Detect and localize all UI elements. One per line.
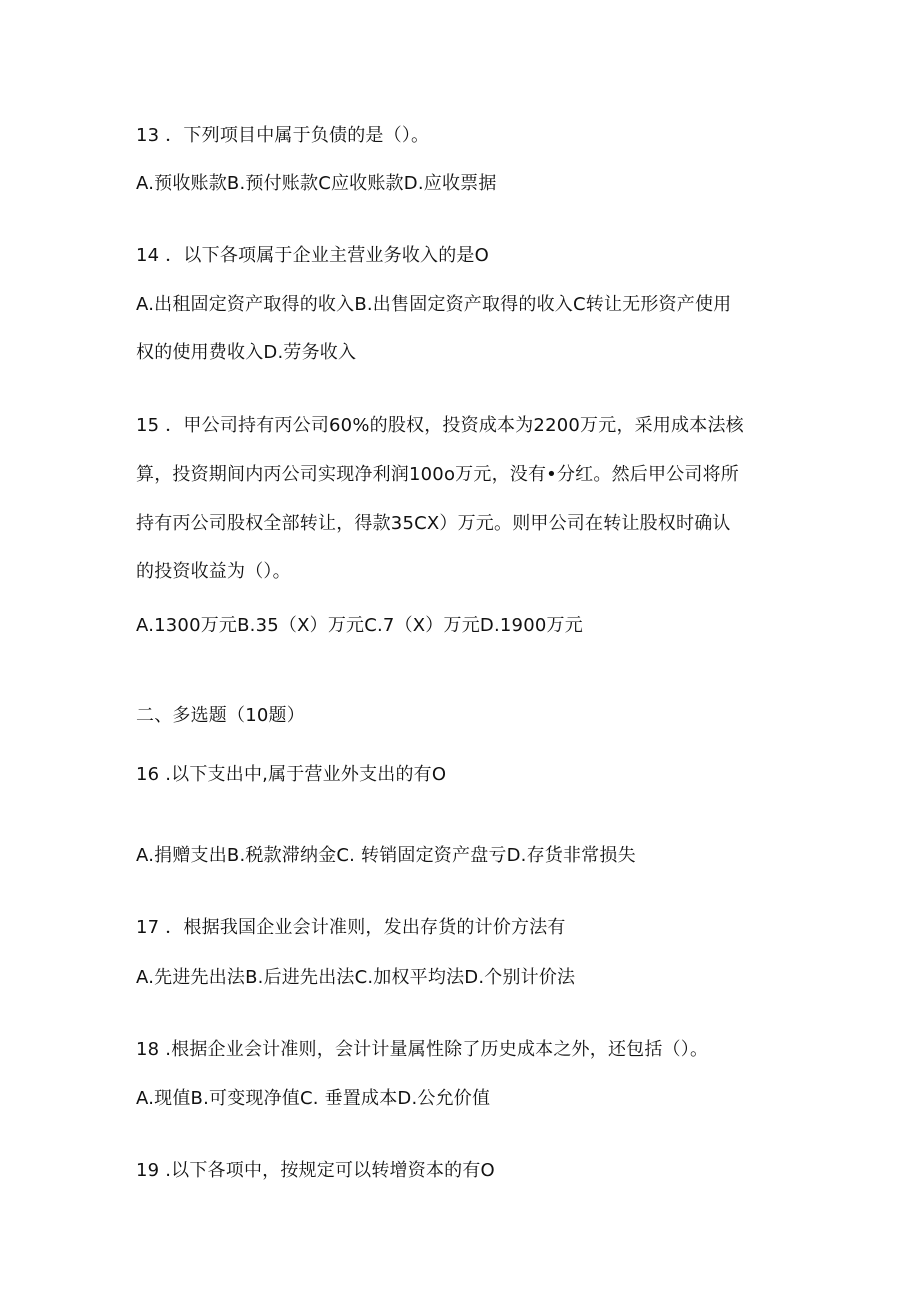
question-19-stem: 19 .以下各项中，按规定可以转增资本的有O: [136, 1160, 495, 1181]
question-17-stem: 17 ．根据我国企业会计准则，发出存货的计价方法有: [136, 917, 566, 938]
question-13-options: A.预收账款B.预付账款C应收账款D.应收票据: [136, 173, 497, 194]
question-14-stem: 14 ．以下各项属于企业主营业务收入的是O: [136, 245, 489, 266]
question-16-stem: 16 .以下支出中,属于营业外支出的有O: [136, 764, 447, 785]
question-18-options: A.现值B.可变现净值C. 垂置成本D.公允价值: [136, 1088, 491, 1109]
question-15-options: A.1300万元B.35（X）万元C.7（X）万元D.1900万元: [136, 615, 583, 636]
question-16-options: A.捐赠支出B.税款滞纳金C. 转销固定资产盘亏D.存货非常损失: [136, 845, 636, 866]
question-15-stem: 15 ．甲公司持有丙公司60%的股权，投资成本为2200万元，采用成本法核: [136, 415, 744, 436]
question-13-stem: 13 ．下列项目中属于负债的是（）。: [136, 125, 430, 146]
question-18-stem: 18 .根据企业会计准则，会计计量属性除了历史成本之外，还包括（）。: [136, 1039, 709, 1060]
question-14-options: A.出租固定资产取得的收入B.出售固定资产取得的收入C转让无形资产使用: [136, 294, 732, 315]
question-17-options: A.先进先出法B.后进先出法C.加权平均法D.个别计价法: [136, 967, 576, 988]
question-15-stem-continued: 算，投资期间内丙公司实现净利润100o万元，没有•分红。然后甲公司将所: [136, 464, 739, 485]
question-15-stem-continued: 持有丙公司股权全部转让，得款35CX）万元。则甲公司在转让股权时确认: [136, 513, 731, 534]
question-15-stem-continued: 的投资收益为（）。: [136, 561, 291, 582]
section-heading: 二、多选题（10题）: [136, 705, 305, 726]
question-14-options-continued: 权的使用费收入D.劳务收入: [136, 342, 357, 363]
